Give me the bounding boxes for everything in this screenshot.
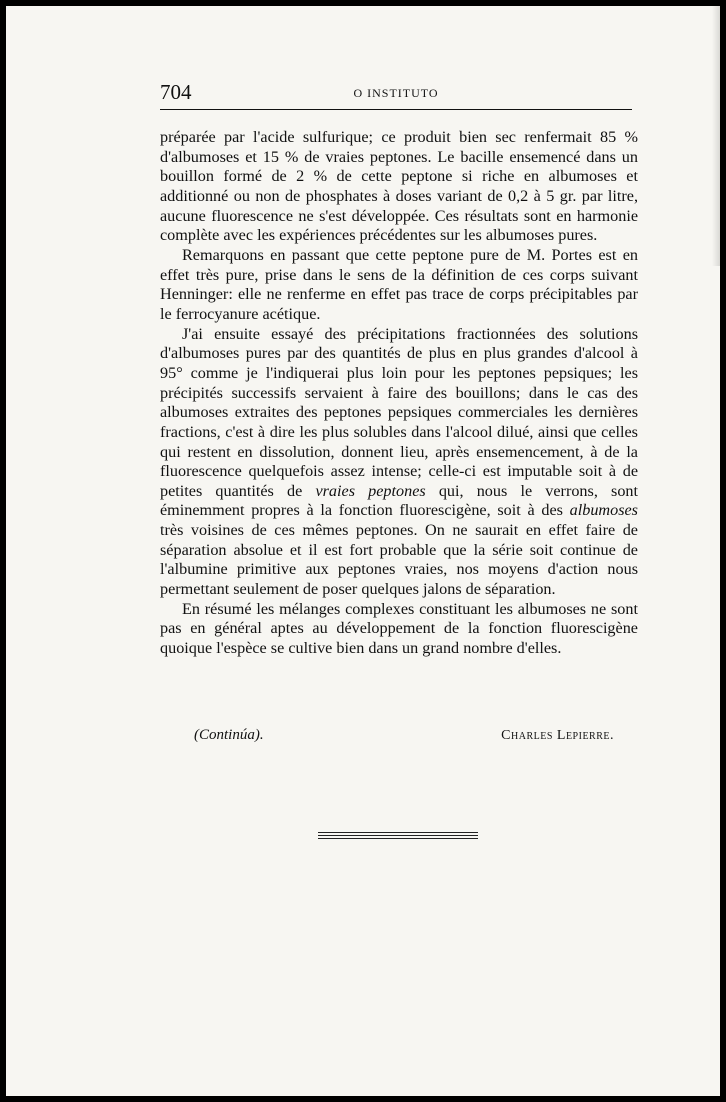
ornament-line-bottom bbox=[318, 838, 478, 839]
ornament-line-middle bbox=[318, 835, 478, 836]
paragraph-3 bbox=[160, 325, 638, 600]
article-body bbox=[160, 128, 638, 659]
page-number: 704 bbox=[160, 80, 192, 104]
paragraph-3-end: très voisines de ces mêmes peptones. On ne saurait en effet faire de séparation absolue et il est fort probable que la série soit continue de l'albumine primitive aux peptones vraies, nos moyens d'action nous permettant seulement de poser quelques jalons de séparation. bbox=[160, 521, 638, 599]
ornament-line-top bbox=[318, 832, 478, 833]
page-header bbox=[160, 80, 632, 110]
header-rule bbox=[160, 109, 632, 110]
continua-note: (Continúa). bbox=[194, 727, 264, 743]
paragraph-3-italic-vraies-peptones: vraies peptones bbox=[315, 481, 426, 500]
signature-line bbox=[160, 727, 614, 749]
paragraph-4: En résumé les mélanges complexes constituant les albumoses ne sont pas en général aptes au développement de la fonction fluorescigène quoique l'espèce se cultive bien dans un grand nombre d'elles. bbox=[160, 599, 638, 658]
paragraph-1: préparée par l'acide sulfurique; ce produit bien sec renfermait 85 % d'albumoses et 15 % de vraies peptones. Le bacille ensemencé dans un bouillon formé de 2 % de cette peptone si riche en albumoses et additionné ou non de phosphates à doses variant de 0,2 à 5 gr. par litre, aucune fluorescence ne s'est développée. Ces résultats sont en harmonie complète avec les expériences précédentes sur les albumoses pures. bbox=[160, 128, 638, 245]
paragraph-2: Remarquons en passant que cette peptone pure de M. Portes est en effet très pure, prise dans le sens de la définition de ces corps suivant Henninger: elle ne renferme en effet pas trace de corps précipitables par le ferrocyanure acétique. bbox=[160, 245, 638, 323]
author-name: Charles Lepierre. bbox=[501, 728, 614, 743]
paragraph-3-middle: qui, nous le verrons, sont éminemment propres à la fonction fluorescigène, soit à des bbox=[160, 481, 638, 520]
end-ornament-rule bbox=[318, 832, 478, 840]
running-head: O INSTITUTO bbox=[353, 86, 439, 100]
page-edge-shadow bbox=[712, 6, 720, 266]
paragraph-3-italic-albumoses: albumoses bbox=[569, 501, 638, 520]
paragraph-3-start: J'ai ensuite essayé des précipitations fractionnées des solutions d'albumoses pures par des quantités de plus en plus grandes d'alcool à 95° comme je l'indiquerai plus loin pour les peptones pepsiques; les précipités successifs servaient à faire des bouillons; dans le cas des albumoses extraites des peptones pepsiques commerciales les dernières fractions, c'est à dire les plus solubles dans l'alcool dilué, ainsi que celles qui restent en dissolution, donnent lieu, après ensemencement, à de la fluorescence quelquefois assez intense; celle-ci est imputable soit à de petites quantités de bbox=[160, 324, 638, 500]
document-page bbox=[6, 6, 720, 1096]
